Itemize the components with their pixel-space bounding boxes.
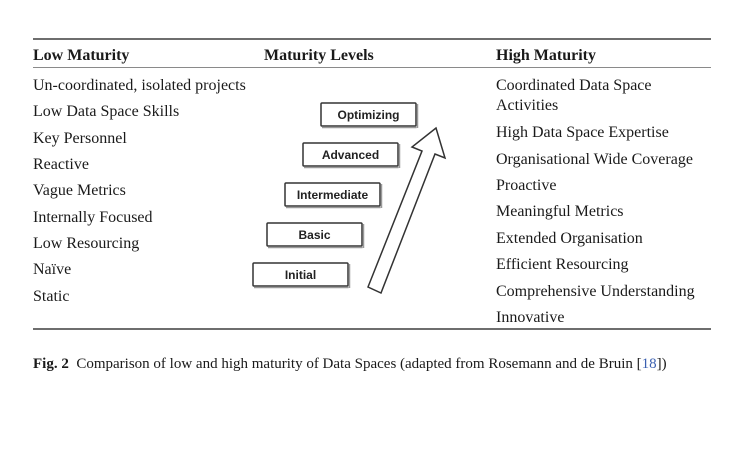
caption-text: Comparison of low and high maturity of Data Spaces (adapted from Rosemann and de Bruin [: [76, 356, 642, 372]
level-optimizing: [321, 103, 418, 128]
high-item: High Data Space Expertise: [496, 124, 669, 141]
high-item: Activities: [496, 97, 559, 114]
maturity-levels-diagram: [240, 90, 480, 305]
caption-label: Fig. 2: [33, 356, 69, 372]
caption-text-end: ]): [656, 356, 667, 372]
level-initial: [253, 263, 350, 288]
citation-link[interactable]: 18: [641, 356, 657, 372]
table-bottom-rule: [33, 328, 711, 330]
high-item: Proactive: [496, 177, 557, 194]
level-label: Intermediate: [296, 188, 369, 202]
high-item: Extended Organisation: [496, 230, 643, 247]
figure-caption: [33, 354, 713, 374]
low-item: Reactive: [33, 156, 89, 173]
high-item: Innovative: [496, 309, 565, 326]
header-high-maturity: High Maturity: [496, 47, 596, 64]
low-item: Un-coordinated, isolated projects: [33, 77, 246, 94]
level-intermediate: [285, 183, 382, 208]
high-item: Organisational Wide Coverage: [496, 151, 693, 168]
table-header-rule: [33, 67, 711, 68]
low-item: Naïve: [33, 261, 72, 278]
low-item: Key Personnel: [33, 130, 127, 147]
level-basic: [267, 223, 364, 248]
header-maturity-levels: Maturity Levels: [264, 47, 374, 64]
high-item: Meaningful Metrics: [496, 203, 624, 220]
level-advanced: [303, 143, 400, 168]
table-top-rule: [33, 38, 711, 40]
low-item: Static: [33, 288, 70, 305]
header-low-maturity: Low Maturity: [33, 47, 130, 64]
high-item: Coordinated Data Space: [496, 77, 652, 94]
high-item: Efficient Resourcing: [496, 256, 629, 273]
level-label: Basic: [298, 228, 331, 242]
low-item: Low Resourcing: [33, 235, 140, 252]
low-item: Low Data Space Skills: [33, 103, 180, 120]
level-label: Advanced: [321, 148, 380, 162]
level-label: Initial: [284, 268, 317, 282]
high-item: Comprehensive Understanding: [496, 283, 695, 300]
low-item: Vague Metrics: [33, 182, 126, 199]
level-label: Optimizing: [337, 108, 400, 122]
low-item: Internally Focused: [33, 209, 153, 226]
